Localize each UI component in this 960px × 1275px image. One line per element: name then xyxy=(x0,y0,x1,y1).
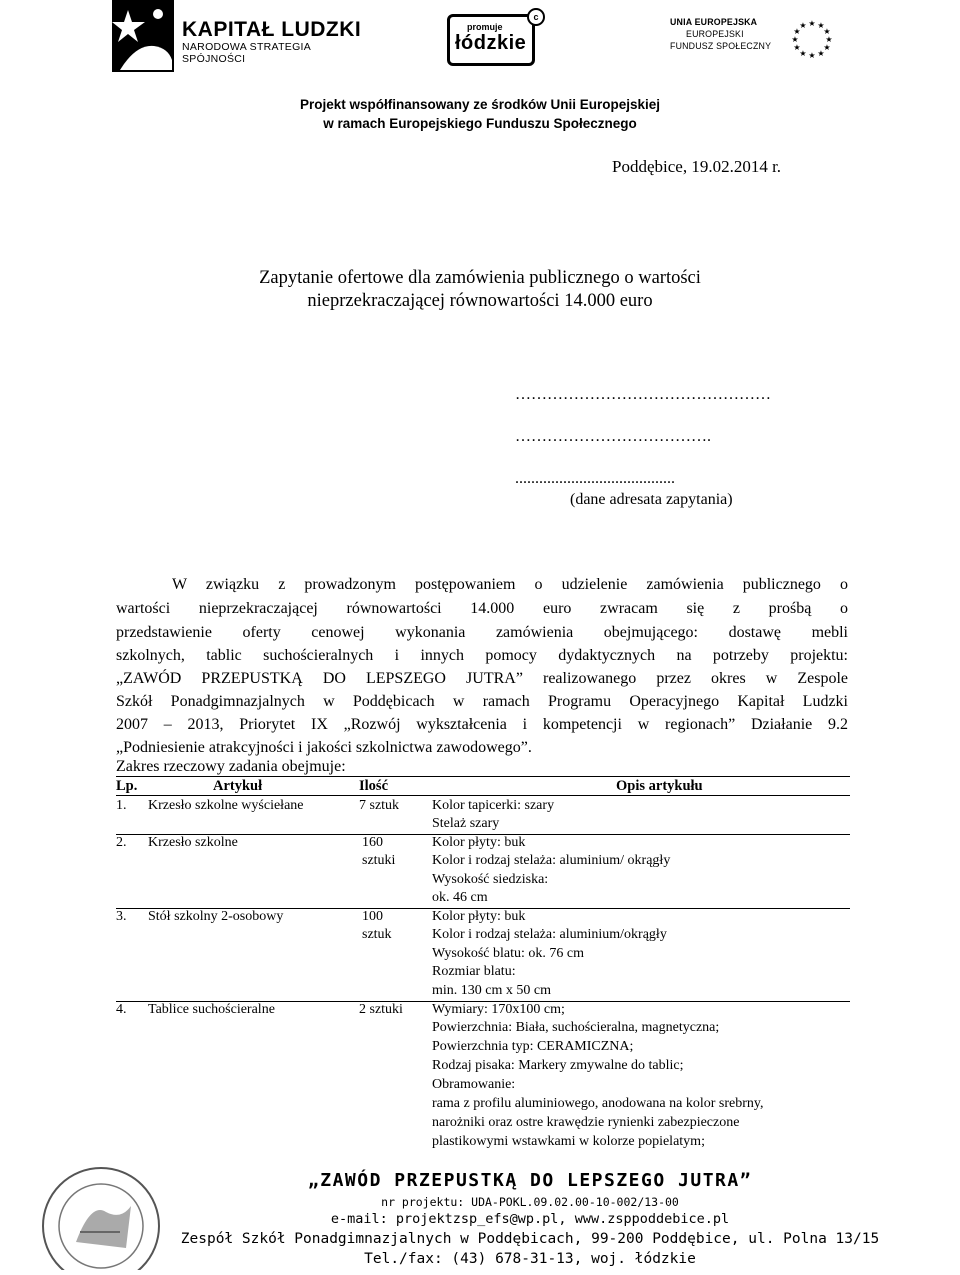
eu-flag-icon xyxy=(782,16,842,62)
row-artykul: Tablice suchościeralne xyxy=(148,1002,275,1017)
header-opis: Opis artykułu xyxy=(616,778,703,794)
svg-text:★: ★ xyxy=(799,21,807,30)
ue-line2: EUROPEJSKI xyxy=(686,29,744,39)
school-seal-icon xyxy=(36,1162,166,1270)
svg-text:★: ★ xyxy=(793,27,801,36)
kapital-ludzki-logo xyxy=(112,0,362,72)
svg-text:★: ★ xyxy=(825,35,833,44)
row-opis: Rozmiar blatu: xyxy=(432,964,516,979)
footer-school-address: Zespół Szkół Ponadgimnazjalnych w Poddębicach, 99-200 Poddębice, ul. Polna 13/15 xyxy=(180,1231,880,1247)
row-lp: 4. xyxy=(116,1002,127,1017)
row-artykul: Krzesło szkolne wyściełane xyxy=(148,798,304,813)
row-opis: Rodzaj pisaka: Markery zmywalne do tablic; xyxy=(432,1058,684,1073)
cofinance-line2: w ramach Europejskiego Funduszu Społecznego xyxy=(323,116,637,131)
addressee-dots-1: ………………………………………… xyxy=(515,386,771,403)
lodz-logo-top: promuje xyxy=(467,22,503,32)
row-opis: Kolor płyty: buk xyxy=(432,909,526,924)
row-lp: 1. xyxy=(116,798,127,813)
para-line-2: wartości nieprzekraczającej równowartości 14.000 euro zwracam się z prośbą o xyxy=(116,600,848,617)
lodz-logo-main: łódzkie xyxy=(455,32,527,54)
place-date: Poddębice, 19.02.2014 r. xyxy=(612,157,782,176)
row-ilosc: 2 sztuki xyxy=(359,1002,403,1017)
footer-phone: Tel./fax: (43) 678-31-13, woj. łódzkie xyxy=(364,1251,696,1267)
row-opis: Kolor płyty: buk xyxy=(432,835,526,850)
header-artykul: Artykuł xyxy=(213,778,263,794)
row-opis: Kolor i rodzaj stelaża: aluminium/ okrągły xyxy=(432,853,671,868)
row-opis: Powierzchnia typ: CERAMICZNA; xyxy=(432,1039,634,1054)
row-opis: Obramowanie: xyxy=(432,1077,516,1092)
copyright-icon: c xyxy=(527,8,545,26)
ue-line3: FUNDUSZ SPOŁECZNY xyxy=(670,41,772,51)
promuje-lodzkie-logo xyxy=(447,8,543,66)
header-ilosc: Ilość xyxy=(359,778,388,794)
row-lp: 2. xyxy=(116,835,127,850)
addressee-dots-2: ………………………………. xyxy=(515,428,711,445)
para-line-6: Szkół Ponadgimnazjalnych w Poddębicach w ramach Programu Operacyjnego Kapitał Ludzki xyxy=(116,693,848,710)
svg-text:★: ★ xyxy=(817,49,825,58)
kl-logo-subtitle: NARODOWA STRATEGIA SPÓJNOŚCI xyxy=(182,41,311,65)
para-line-5: „ZAWÓD PRZEPUSTKĄ DO LEPSZEGO JUTRA” realizowanego przez okres w Zespole xyxy=(116,670,848,687)
para-line-4: szkolnych, tablic suchościeralnych i innych pomocy dydaktycznych na potrzeby projektu: xyxy=(116,647,848,664)
row-opis: Wysokość blatu: ok. 76 cm xyxy=(432,946,584,961)
para-line-1: W związku z prowadzonym postępowaniem o udzielenie zamówienia publicznego o xyxy=(172,576,848,593)
row-artykul: Krzesło szkolne xyxy=(148,835,238,850)
row-ilosc: 160 xyxy=(362,835,383,850)
addressee-caption: (dane adresata zapytania) xyxy=(570,491,733,508)
row-opis: rama z profilu aluminiowego, anodowana na kolor srebrny, xyxy=(432,1096,764,1111)
row-opis: Wysokość siedziska: xyxy=(432,872,549,887)
row-artykul: Stół szkolny 2-osobowy xyxy=(148,909,284,924)
row-opis: Wymiary: 170x100 cm; xyxy=(432,1002,565,1017)
table-top-border xyxy=(116,776,850,777)
row-ilosc: 7 sztuk xyxy=(359,798,400,813)
eu-logo-text xyxy=(670,16,771,52)
eu-logo xyxy=(670,16,840,60)
star-emblem-icon xyxy=(112,0,174,72)
row-ilosc: 100 xyxy=(362,909,383,924)
para-line-3: przedstawienie oferty cenowej wykonania zamówienia obejmującego: dostawę mebli xyxy=(116,624,848,641)
svg-text:★: ★ xyxy=(823,27,831,36)
ue-line1: UNIA EUROPEJSKA xyxy=(670,17,758,27)
para-line-7: 2007 – 2013, Priorytet IX „Rozwój wykształcenia i kompetencji w regionach” Działanie 9.2 xyxy=(116,716,848,733)
row-lp: 3. xyxy=(116,909,127,924)
para-line-8: „Podniesienie atrakcyjności i jakości szkolnictwa zawodowego”. xyxy=(116,739,532,756)
header-lp: Lp. xyxy=(116,778,138,794)
svg-text:★: ★ xyxy=(791,35,799,44)
svg-text:★: ★ xyxy=(808,51,816,60)
svg-text:★: ★ xyxy=(823,43,831,52)
row-ilosc: sztuk xyxy=(362,927,392,942)
table-header-border xyxy=(116,795,850,796)
svg-text:★: ★ xyxy=(793,43,801,52)
cofinance-line1: Projekt współfinansowany ze środków Unii Europejskiej xyxy=(299,97,661,112)
row-opis: ok. 46 cm xyxy=(432,890,488,905)
doc-title-line2: nieprzekraczającej równowartości 14.000 euro xyxy=(307,291,653,311)
svg-text:★: ★ xyxy=(817,21,825,30)
scope-label: Zakres rzeczowy zadania obejmuje: xyxy=(116,758,346,775)
row-opis: Kolor i rodzaj stelaża: aluminium/okrągły xyxy=(432,927,667,942)
row-opis: plastikowymi wstawkami w kolorze popielatym; xyxy=(432,1134,705,1149)
row-opis: Kolor tapicerki: szary xyxy=(432,798,555,813)
row-opis: min. 130 cm x 50 cm xyxy=(432,983,551,998)
row-ilosc: sztuki xyxy=(362,853,396,868)
row-opis: Stelaż szary xyxy=(432,816,500,831)
svg-text:★: ★ xyxy=(799,49,807,58)
kl-logo-title: KAPITAŁ LUDZKI xyxy=(182,18,362,41)
footer-contact: e-mail: projektzsp_efs@wp.pl, www.zsppoddebice.pl xyxy=(330,1211,730,1227)
footer-project-number: nr projektu: UDA-POKL.09.02.00-10-002/13-00 xyxy=(381,1195,679,1209)
doc-title-line1: Zapytanie ofertowe dla zamówienia publicznego o wartości xyxy=(259,268,701,288)
footer-project-name: „ZAWÓD PRZEPUSTKĄ DO LEPSZEGO JUTRA” xyxy=(307,1170,753,1191)
svg-text:★: ★ xyxy=(808,19,816,28)
row-opis: narożniki oraz ostre krawędzie rynienki zabezpieczone xyxy=(432,1115,740,1130)
row-opis: Powierzchnia: Biała, suchościeralna, magnetyczna; xyxy=(432,1020,720,1035)
addressee-dots-3: ........................................ xyxy=(515,470,675,487)
